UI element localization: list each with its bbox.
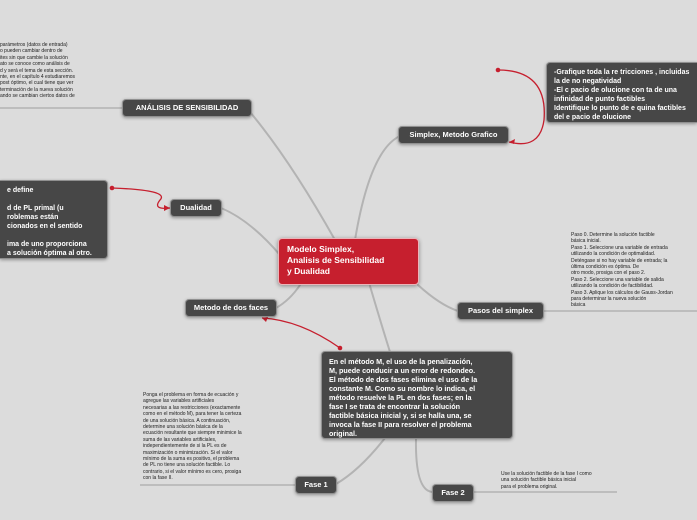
link-fase1 bbox=[336, 438, 385, 484]
link-dos-fases-note bbox=[370, 286, 390, 352]
relation-dos-fases bbox=[262, 318, 340, 348]
dos-fases-note[interactable]: En el método M, el uso de la penalización, M, puede conducir a un error de redondeo. El método de dos fases elimina el uso de la constante M. Como su nombre lo indica, el método resuelve la PL en dos fases; en la fase I se trata de encontrar la solución factible básica inicial y, si se halla una, se invoca la fase II para resolver el problema original. bbox=[321, 351, 513, 439]
grafico-note[interactable]: -Grafique toda la re tricciones , incluidas la de no negatividad -El c pacio de olucione con ta de una infinidad de punto factibles Identifique lo punto de e quina factibles del e pacio de olucione bbox=[546, 62, 697, 123]
link-dualidad bbox=[221, 208, 280, 255]
topic-simplex-grafico[interactable]: Simplex, Metodo Grafico bbox=[398, 126, 509, 144]
central-title-line1: Modelo Simplex, bbox=[287, 244, 355, 254]
topic-pasos-simplex[interactable]: Pasos del simplex bbox=[457, 302, 544, 320]
link-analisis bbox=[250, 112, 335, 240]
central-title-line3: y Dualidad bbox=[287, 266, 330, 276]
pasos-text: Paso 0. Determine la solución factible básica inicial. Paso 1. Seleccione una variable de entrada utilizando la condición de optimalidad. Deténgase si no hay variable de entrada; la última condición es óptima. De otro modo, prosiga con el paso 2. Paso 2. Seleccione una variable de salida utilizando la condición de factibilidad. Paso 3. Aplique los cálculos de Gauss-Jordan para determinar la nueva solución básica bbox=[571, 232, 673, 309]
link-fase2 bbox=[416, 438, 432, 492]
dualidad-note[interactable]: e define d de PL primal (u roblemas están cionados en el sentido ima de uno proporciona a solución óptima al otro. bbox=[0, 180, 108, 259]
analisis-text: parámetros (datos de entrada) o pueden cambiar dentro de ites sin que cambie la solución ato se conoce como análisis de d y será el tema de esta sección. nte, en el capítulo 4 estudiaremos post óptimo, el cual tiene que ver terminación de la nueva solución ando se cambian ciertos datos de bbox=[0, 42, 76, 100]
link-simplex-grafico bbox=[355, 136, 400, 240]
fase1-text: Ponga el problema en forma de ecuación y agregue las variables artificiales necesarias a las restricciones (exactamente como en el método M), para tener la certeza de una solución básica. A continuación, determine una solución básica de la ecuación resultante que siempre minimice la suma de las variables artificiales, independientemente de si la PL es de maximización o minimización. Si el valor mínimo de la suma es positivo, el problema de PL no tiene una solución factible. Lo contrario, si el valor mínimo es cero, prosiga con la fase II. bbox=[143, 392, 242, 482]
relation-dot-dualidad bbox=[110, 186, 115, 191]
topic-analisis-sensibilidad[interactable]: ANÁLISIS DE SENSIBILIDAD bbox=[122, 99, 252, 117]
topic-dualidad[interactable]: Dualidad bbox=[170, 199, 222, 217]
central-topic[interactable] bbox=[278, 238, 419, 285]
topic-metodo-dos-fases[interactable]: Metodo de dos faces bbox=[185, 299, 277, 317]
relation-dot-grafico bbox=[496, 68, 501, 73]
relation-dot-dos-fases bbox=[338, 346, 343, 351]
relation-dualidad bbox=[112, 188, 170, 208]
central-title-line2: Analisis de Sensibilidad bbox=[287, 255, 385, 265]
fase2-text: Use la solución factible de la fase I como una solución factible básica inicial para el problema original. bbox=[501, 471, 592, 490]
link-dos-fases bbox=[276, 285, 300, 308]
topic-fase-1[interactable]: Fase 1 bbox=[295, 476, 337, 494]
link-pasos bbox=[418, 285, 458, 311]
topic-fase-2[interactable]: Fase 2 bbox=[432, 484, 474, 502]
